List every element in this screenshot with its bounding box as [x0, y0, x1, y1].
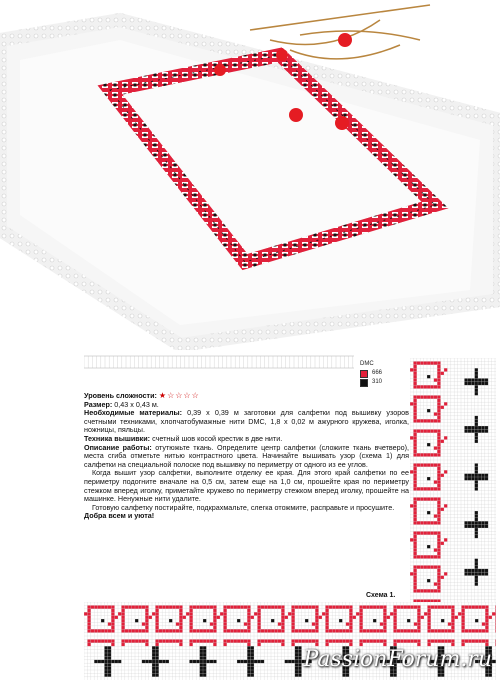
closing-line	[84, 512, 409, 521]
size-value: 0,43 x 0,43 м.	[114, 399, 159, 409]
description-label: Описание работы:	[84, 442, 152, 452]
legend-item-310	[360, 378, 382, 387]
legend-swatch-red	[360, 370, 368, 378]
description-line	[84, 444, 409, 470]
pattern-chart-right	[410, 358, 496, 602]
materials-label: Необходимые материалы:	[84, 408, 183, 418]
technique-value: счетный шов косой крестик в две нити.	[152, 433, 283, 443]
materials-value: 0,39 x 0,39 м заготовки для салфетки под вышивку узоров счетными техниками, хлопчатобумажные нити DMC, 1,8 x 0,02 м ажурного кружева, иголка, ножницы, пяльцы.	[84, 408, 410, 435]
paragraph-finishing: Когда вышит узор салфетки, выполните отделку ее края. Для этого край салфетки по ее периметру подогните вначале на 0,5 см, затем еще на 1,0 см, прошейте края по периметру стежком вперед иголку, приметайте кружево по периметру стежком вперед иголку, прошейте на машинке. Ненужные нити удалите.	[84, 468, 409, 504]
legend-title: DMC	[360, 361, 374, 367]
difficulty-stars: ★☆☆☆☆	[158, 391, 200, 400]
legend-item-666	[360, 369, 382, 378]
technique-label: Техника вышивки:	[84, 433, 151, 443]
difficulty-label: Уровень сложности:	[84, 391, 157, 400]
materials-line	[84, 409, 409, 435]
color-legend	[360, 360, 382, 387]
legend-code-310: 310	[372, 379, 383, 385]
closing-text: Добра всем и уюта!	[84, 511, 155, 521]
watermark: PassionForum.ru	[303, 647, 492, 672]
scheme-label: Схема 1.	[366, 592, 396, 599]
article-text	[84, 392, 409, 521]
paragraph-washing: Готовую салфетку постирайте, подкрахмальте, слегка отожмите, расправьте и просушите.	[92, 502, 395, 512]
description-value: отутюжьте ткань. Определите центр салфетки (сложите ткань вчетверо), места сгиба отметьте нитью контрастного цвета. Начинайте вышивать узор (схема 1) для салфетки на специальной полоске под вышивку по периметру от одного из ее углов.	[84, 442, 410, 469]
legend-swatch-black	[360, 379, 368, 387]
size-label: Размер:	[84, 399, 113, 409]
legend-code-666: 666	[372, 370, 383, 376]
